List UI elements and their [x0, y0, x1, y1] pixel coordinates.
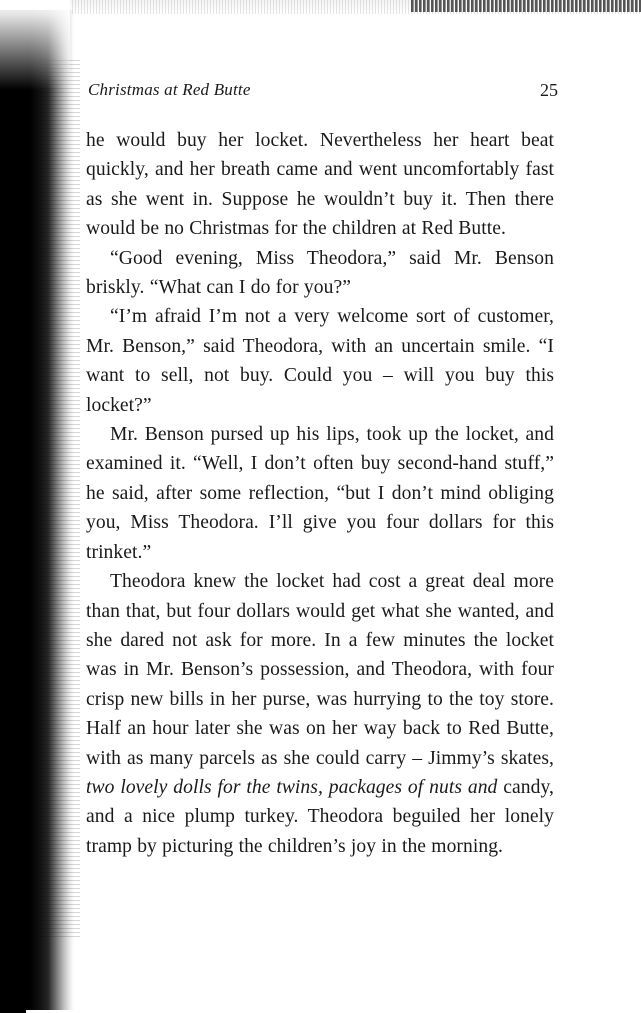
paragraph-5-part-1: Theodora knew the locket had cost a great deal more than that, but four dollars would get what she wanted, and she dared not ask for more. In a few minutes the locket was in Mr. Benson’s possession, and Theodora, with four crisp new bills in her purse, was hurrying to the toy store. Half an hour later she was on her way back to Red Butte, with as many parcels as she could carry – Jimmy’s skates, — [86, 571, 554, 769]
paragraph-5-italic: two lovely dolls for the twins, packages of nuts and — [86, 776, 498, 798]
scan-top-noise-right — [411, 0, 641, 12]
page-number: 25 — [540, 80, 558, 100]
paragraph-5-part-2: candy, and a nice plump turkey. Theodora beguiled her lonely tramp by picturing the children’s joy in the morning. — [86, 776, 554, 857]
paragraph-4: Mr. Benson pursed up his lips, took up the locket, and examined it. “Well, I don’t often buy second-hand stuff,” he said, after some reflection, “but I don’t mind obliging you, Miss Theodora. I’ll give you four dollars for this trinket.” — [86, 424, 554, 563]
running-head — [88, 80, 558, 104]
paragraph-3: “I’m afraid I’m not a very welcome sort of customer, Mr. Benson,” said Theodora, with an uncertain smile. “I want to sell, not buy. Could you – will you buy this locket?” — [86, 306, 554, 416]
scan-bottom-edge — [0, 985, 26, 1013]
paragraph-2: “Good evening, Miss Theodora,” said Mr. Benson briskly. “What can I do for you?” — [86, 247, 554, 299]
binding-top-fade — [0, 0, 70, 110]
body-text — [86, 126, 554, 861]
binding-speckle — [40, 60, 80, 940]
scan-bottom-line — [0, 996, 26, 998]
paragraph-5 — [86, 567, 554, 861]
paragraph-1: he would buy her locket. Nevertheless her heart beat quickly, and her breath came and went uncomfortably fast as she went in. Suppose he wouldn’t buy it. Then there would be no Christmas for the children at Red Butte. — [86, 130, 554, 240]
running-head-title: Christmas at Red Butte — [88, 80, 251, 99]
